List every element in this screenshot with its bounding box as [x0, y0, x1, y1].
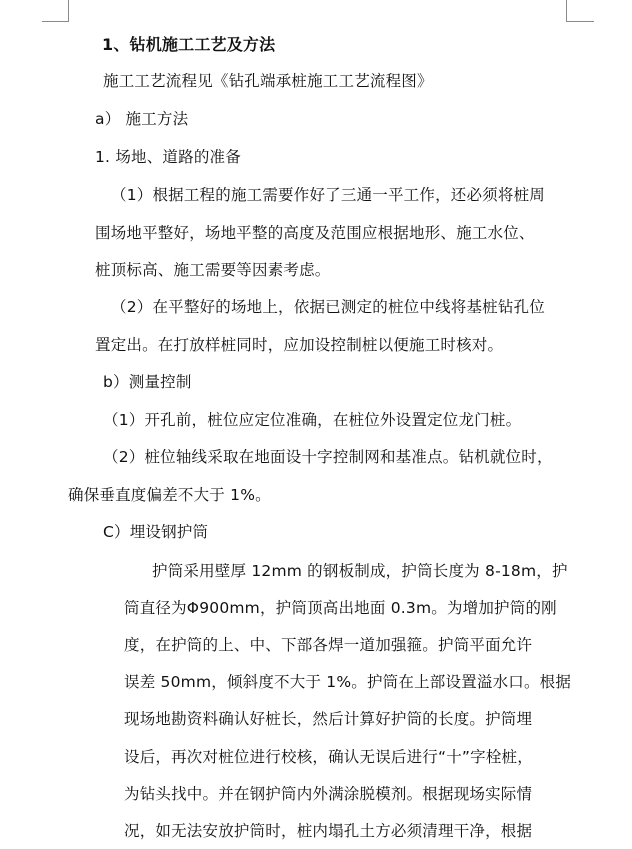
subsection-1-heading: 1. 场地、道路的准备 [95, 148, 241, 166]
para-c-line-2: 筒直径为Φ900mm，护筒顶高出地面 0.3m。为增加护筒的刚 [124, 599, 557, 617]
para2-line-2: 置定出。在打放样桩同时，应加设控制桩以便施工时核对。 [95, 336, 504, 354]
para-c-line-1: 护筒采用壁厚 12mm 的钢板制成，护筒长度为 8-18m，护 [152, 562, 568, 580]
item-b2-line-2: 确保垂直度偏差不大于 1%。 [68, 486, 271, 504]
para-c-line-5: 现场地勘资料确认好桩长，然后计算好护筒的长度。护筒埋 [124, 710, 533, 728]
item-b2-line-1: （2）桩位轴线采取在地面设十字控制网和基准点。钻机就位时， [103, 448, 553, 466]
section-b-heading: b）测量控制 [103, 373, 192, 391]
para2-line-1: （2）在平整好的场地上，依据已测定的桩位中线将基桩钻孔位 [111, 298, 545, 316]
para1-line-1: （1）根据工程的施工需要作好了三通一平工作，还必须将桩周 [111, 186, 545, 204]
section-c-heading: C）埋设钢护筒 [103, 523, 209, 541]
para-c-line-6: 设后，再次对桩位进行校核，确认无误后进行“十”字栓桩， [124, 748, 533, 766]
intro-line: 施工工艺流程见《钻孔端承桩施工工艺流程图》 [103, 72, 433, 90]
crop-mark-right-horizontal [566, 21, 594, 22]
crop-mark-right-vertical [566, 0, 567, 22]
section-a-heading: a） 施工方法 [95, 110, 189, 128]
para-c-line-3: 度，在护筒的上、中、下部各焊一道加强箍。护筒平面允许 [124, 636, 533, 654]
crop-mark-left-horizontal [42, 21, 69, 22]
item-b1: （1）开孔前，桩位应定位准确，在桩位外设置定位龙门桩。 [103, 411, 522, 429]
para-c-line-7: 为钻头找中。并在钢护筒内外满涂脱模剂。根据现场实际情 [124, 785, 533, 803]
para1-line-2: 围场地平整好，场地平整的高度及范围应根据地形、施工水位、 [95, 224, 535, 242]
para-c-line-4: 误差 50mm，倾斜度不大于 1%。护筒在上部设置溢水口。根据 [124, 673, 572, 691]
para-c-line-8: 况，如无法安放护筒时，桩内塌孔土方必须清理干净，根据 [124, 822, 533, 840]
section-heading: 1、钻机施工工艺及方法 [102, 35, 276, 54]
para1-line-3: 桩顶标高、施工需要等因素考虑。 [95, 261, 331, 279]
crop-mark-left-vertical [68, 0, 69, 22]
